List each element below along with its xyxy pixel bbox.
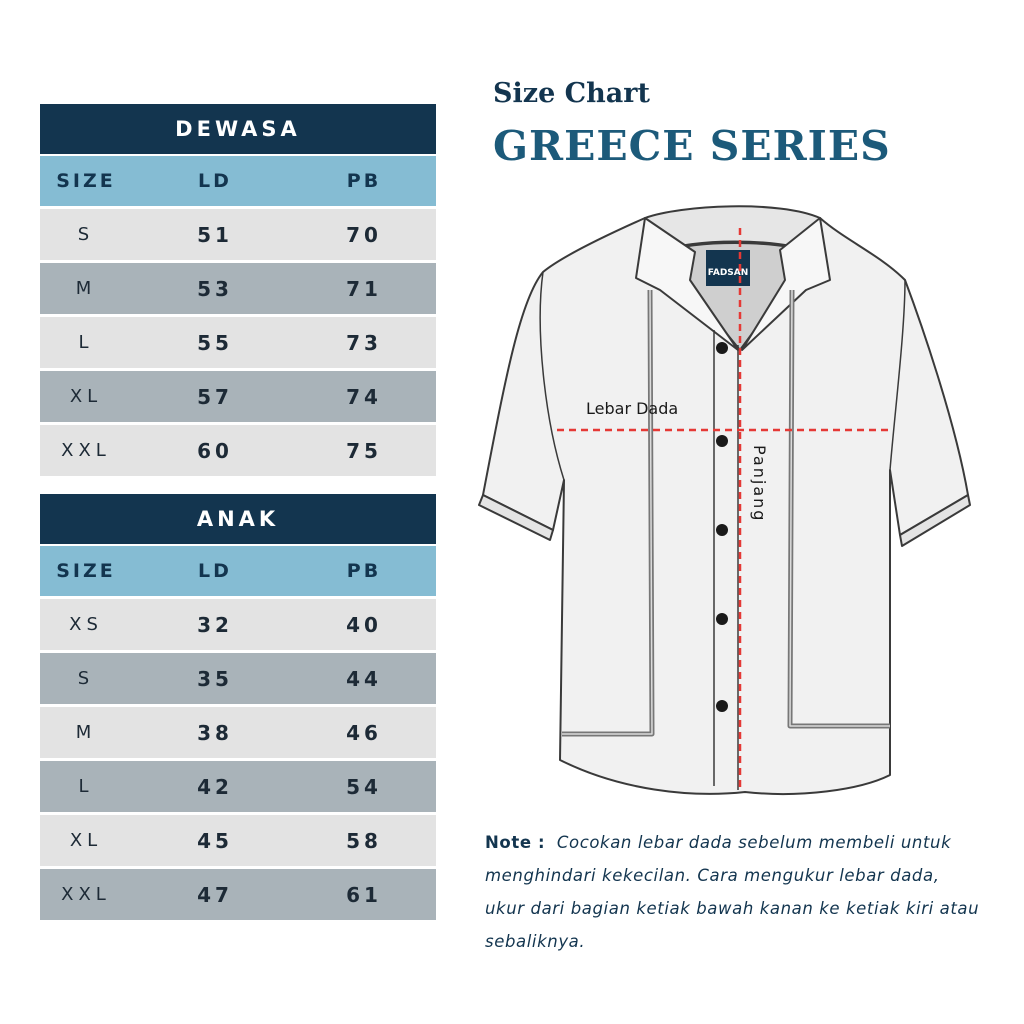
table-row — [40, 317, 436, 368]
note-text: Cocokan lebar dada sebelum membeli untuk menghindari kekecilan. Cara mengukur lebar dada, ukur dari bagian ketiak bawah kanan ke ketiak kiri atau sebaliknya. — [485, 833, 980, 951]
shirt-button — [716, 342, 728, 354]
column-header-pb: PB — [346, 560, 382, 582]
size-cell: XXL — [61, 884, 111, 905]
column-header-size: SIZE — [56, 560, 116, 582]
column-header-pb: PB — [346, 170, 382, 192]
table-row — [40, 707, 436, 758]
pb-cell: 44 — [346, 666, 382, 691]
column-header-ld: LD — [198, 170, 232, 192]
pb-cell: 46 — [346, 720, 382, 745]
shirt-measurement-diagram — [470, 190, 980, 810]
table-row — [40, 209, 436, 260]
size-cell: XL — [69, 386, 103, 407]
pb-cell: 70 — [346, 222, 382, 247]
size-cell: S — [77, 224, 95, 245]
pb-cell: 54 — [346, 774, 382, 799]
size-cell: M — [75, 278, 97, 299]
table-row — [40, 761, 436, 812]
size-cell: L — [78, 332, 94, 353]
ld-cell: 35 — [197, 666, 233, 691]
chest-label: Lebar Dada — [586, 399, 679, 418]
shirt-button — [716, 524, 728, 536]
brand-tag — [706, 250, 750, 286]
pb-cell: 40 — [346, 612, 382, 637]
brand-tag-text: FADSAN — [707, 268, 749, 278]
ld-cell: 57 — [197, 384, 233, 409]
pb-cell: 61 — [346, 882, 382, 907]
pb-cell: 71 — [346, 276, 382, 301]
table-row — [40, 653, 436, 704]
table-row — [40, 371, 436, 422]
ld-cell: 38 — [197, 720, 233, 745]
column-header-size: SIZE — [56, 170, 116, 192]
subtitle: Size Chart — [493, 78, 650, 109]
table-row — [40, 425, 436, 476]
ld-cell: 47 — [197, 882, 233, 907]
table-header-row — [40, 156, 436, 206]
pb-cell: 73 — [346, 330, 382, 355]
ld-cell: 45 — [197, 828, 233, 853]
size-cell: XS — [69, 614, 103, 635]
table-title: DEWASA — [40, 104, 436, 154]
table-row — [40, 869, 436, 920]
ld-cell: 53 — [197, 276, 233, 301]
ld-cell: 32 — [197, 612, 233, 637]
shirt-button — [716, 700, 728, 712]
shirt-button — [716, 435, 728, 447]
size-table-dewasa — [40, 104, 436, 476]
pb-cell: 75 — [346, 438, 382, 463]
ld-cell: 60 — [197, 438, 233, 463]
length-label: Panjang — [750, 445, 769, 523]
table-row — [40, 599, 436, 650]
note — [485, 826, 985, 958]
table-header-row — [40, 546, 436, 596]
pb-cell: 58 — [346, 828, 382, 853]
size-cell: XL — [69, 830, 103, 851]
size-cell: XXL — [61, 440, 111, 461]
ld-cell: 42 — [197, 774, 233, 799]
size-table-anak — [40, 494, 436, 920]
table-row — [40, 815, 436, 866]
size-cell: M — [75, 722, 97, 743]
column-header-ld: LD — [198, 560, 232, 582]
pb-cell: 74 — [346, 384, 382, 409]
note-label: Note : — [485, 833, 546, 852]
table-title: ANAK — [40, 494, 436, 544]
table-row — [40, 263, 436, 314]
shirt-button — [716, 613, 728, 625]
page-title: GREECE SERIES — [493, 122, 891, 170]
size-cell: S — [77, 668, 95, 689]
ld-cell: 55 — [197, 330, 233, 355]
size-cell: L — [78, 776, 94, 797]
ld-cell: 51 — [197, 222, 233, 247]
